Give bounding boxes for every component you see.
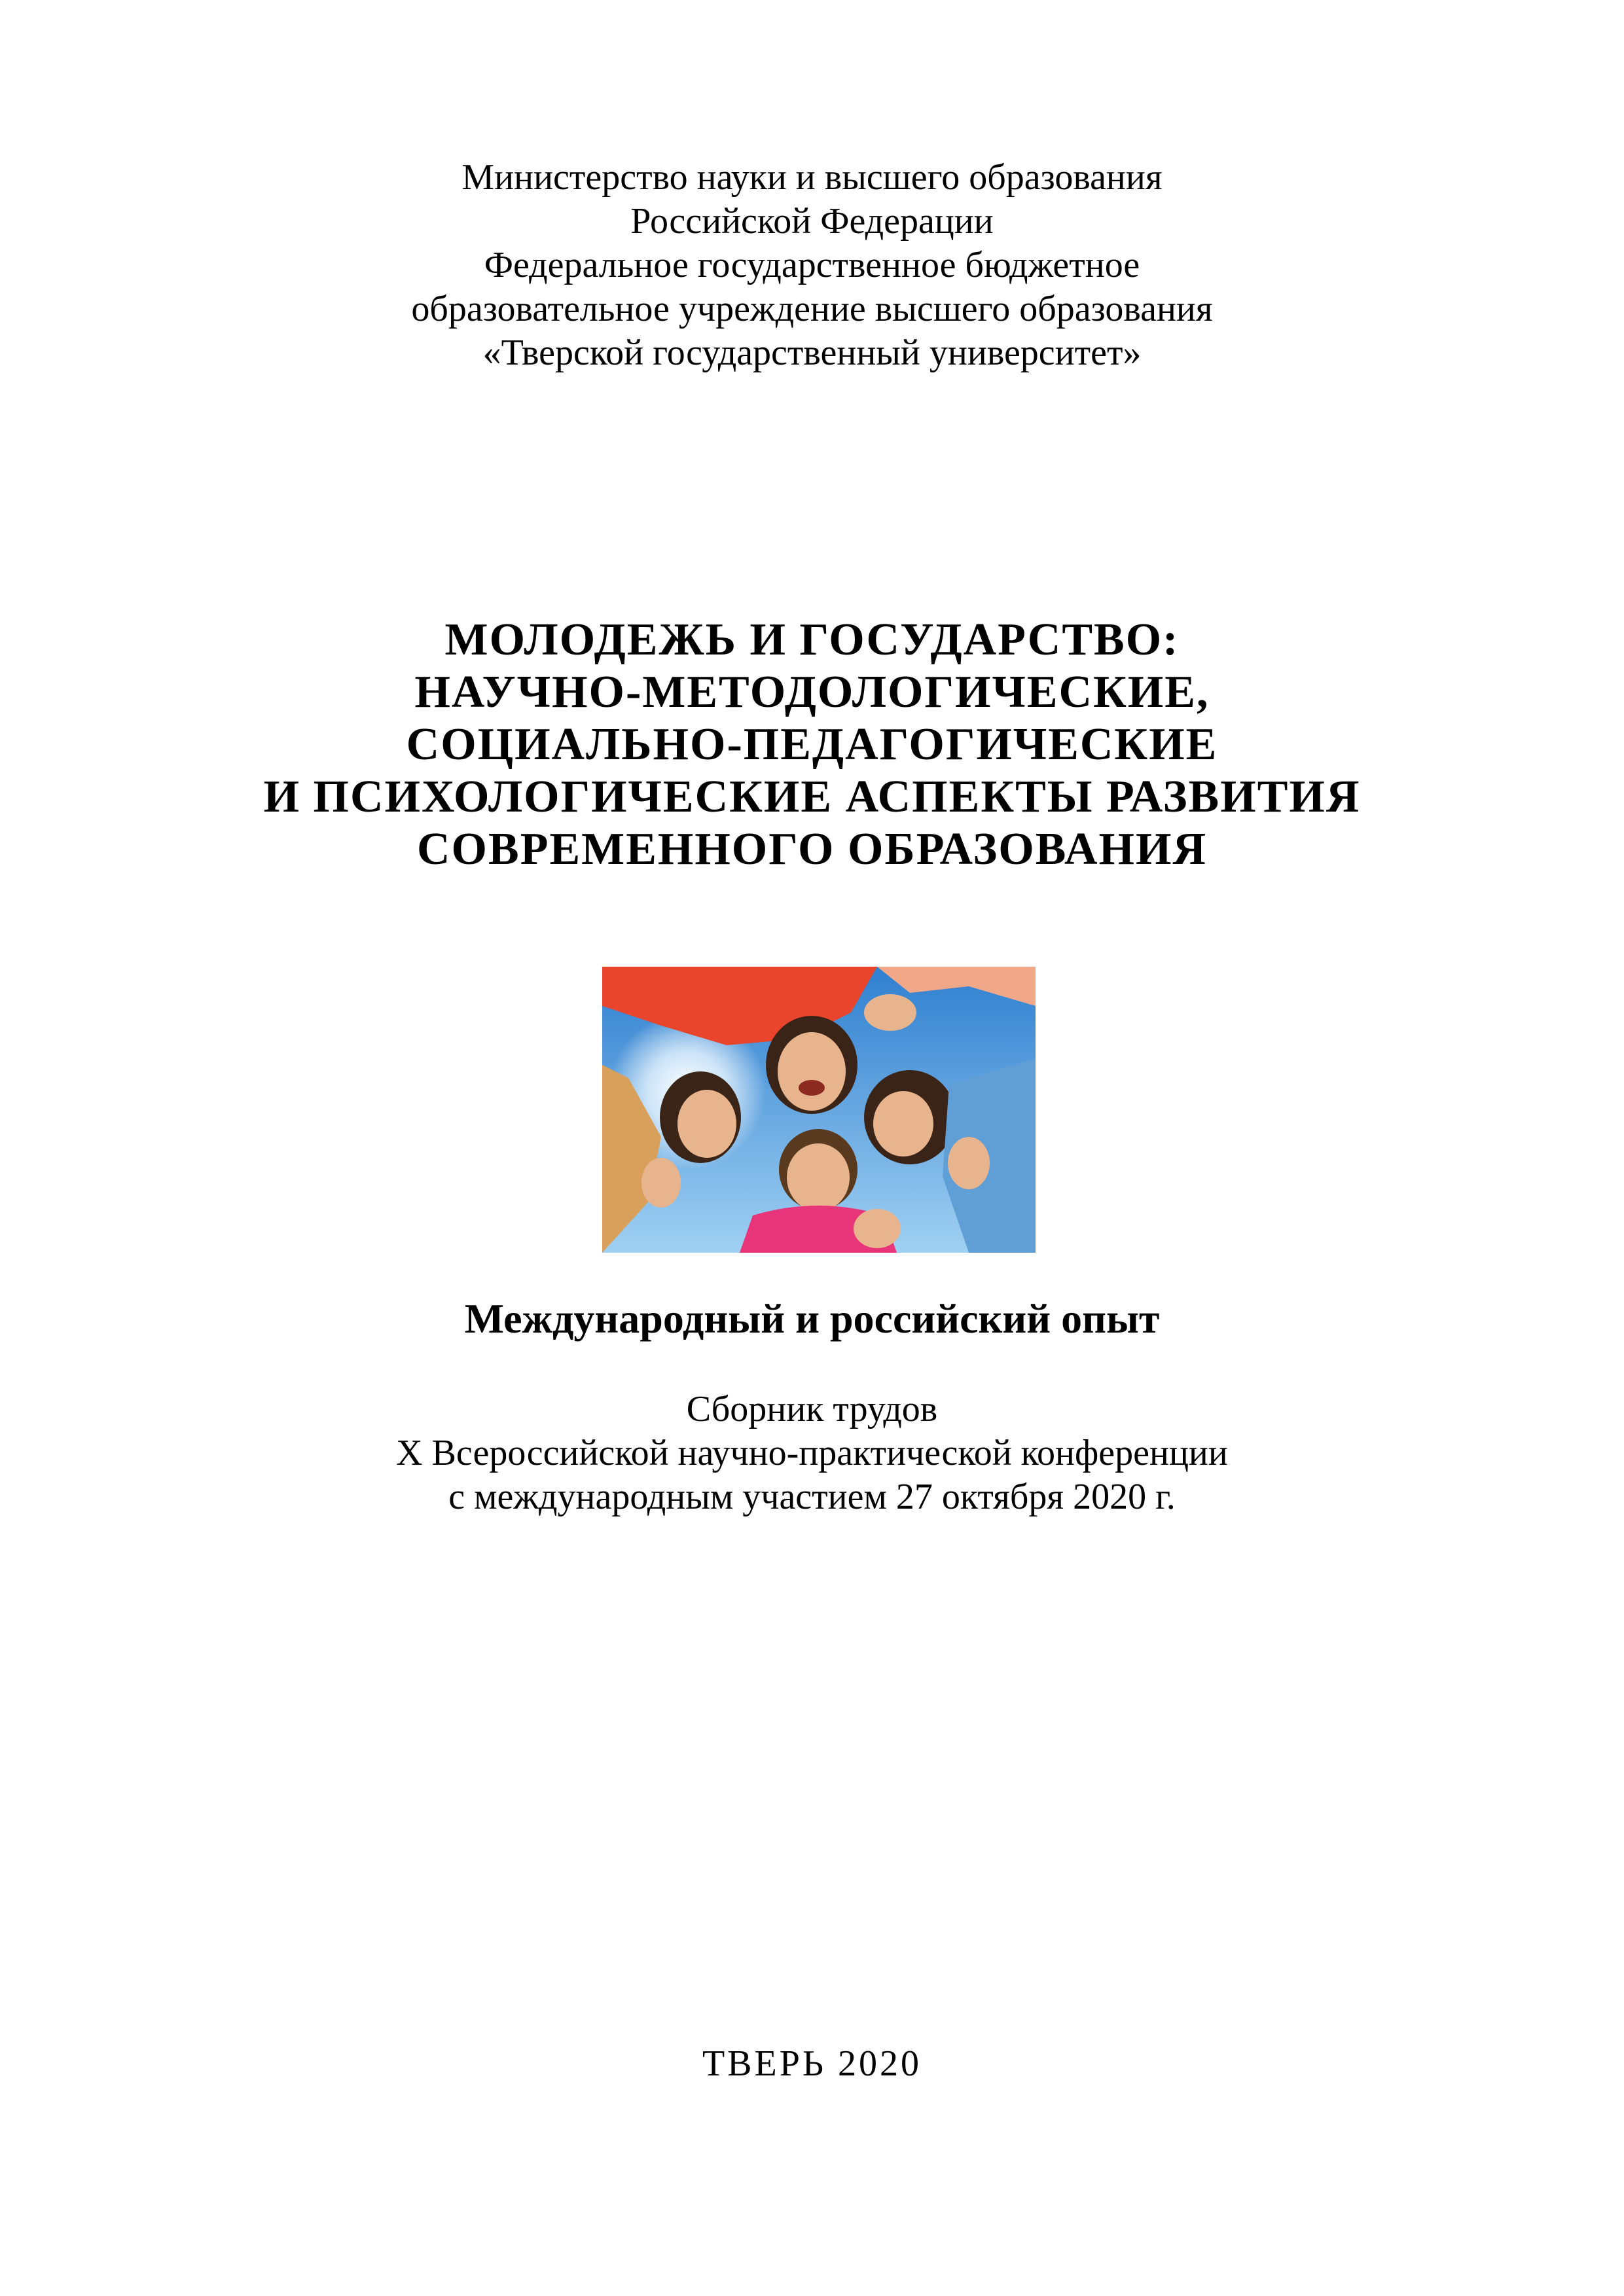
institution-line: Министерство науки и высшего образования xyxy=(461,157,1163,198)
youth-group-illustration xyxy=(602,967,1036,1253)
institution-line: Федеральное государственное бюджетное xyxy=(484,245,1140,285)
cover-photo xyxy=(602,967,1036,1253)
city-year: ТВЕРЬ 2020 xyxy=(702,2043,922,2084)
title-line: МОЛОДЕЖЬ И ГОСУДАРСТВО: xyxy=(444,615,1180,665)
title-line: И ПСИХОЛОГИЧЕСКИЕ АСПЕКТЫ РАЗВИТИЯ xyxy=(263,772,1361,822)
collection-line: с международным участием 27 октября 2020 г. xyxy=(448,1477,1176,1517)
subtitle: Международный и российский опыт xyxy=(464,1295,1160,1342)
collection-info xyxy=(0,1388,1624,1519)
title-line: СОЦИАЛЬНО-ПЕДАГОГИЧЕСКИЕ xyxy=(406,719,1218,770)
title-line: НАУЧНО-МЕТОДОЛОГИЧЕСКИЕ, xyxy=(414,667,1210,717)
institution-line: образовательное учреждение высшего образования xyxy=(411,289,1213,329)
collection-line: X Всероссийской научно-практической конференции xyxy=(396,1433,1228,1473)
main-title xyxy=(0,614,1624,876)
collection-line: Сборник трудов xyxy=(686,1389,938,1429)
institution-line: Российской Федерации xyxy=(630,201,994,242)
institution-block xyxy=(0,156,1624,375)
title-line: СОВРЕМЕННОГО ОБРАЗОВАНИЯ xyxy=(417,824,1207,874)
institution-line: «Тверской государственный университет» xyxy=(482,332,1142,373)
